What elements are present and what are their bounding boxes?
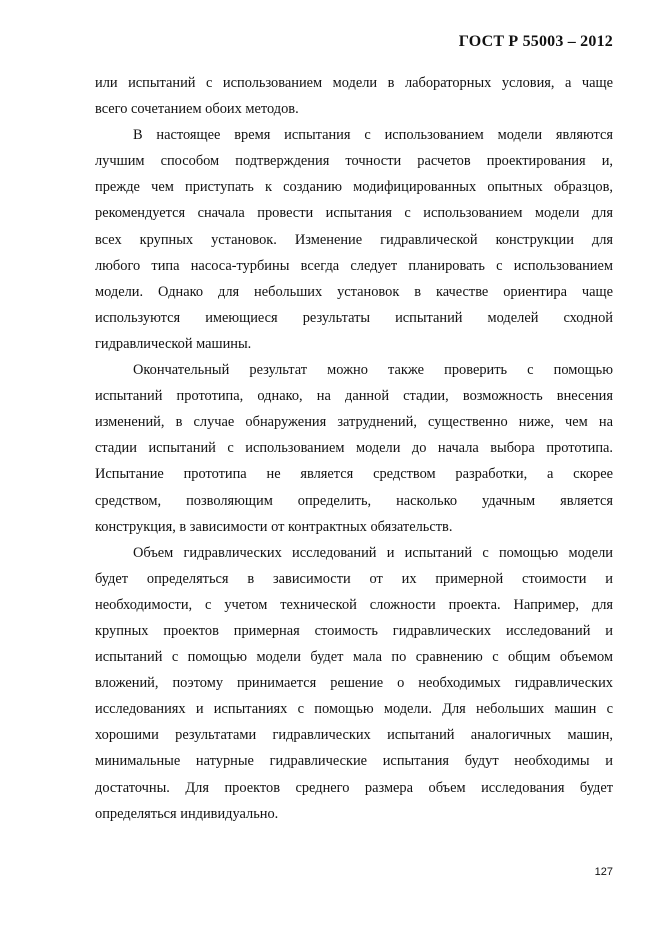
- document-body: [95, 70, 613, 827]
- page-number: 127: [594, 866, 613, 878]
- paragraph-line: будет определяться в зависимости от их примерной стоимости и: [95, 570, 613, 587]
- paragraph-line: средством, позволяющим определить, насколько удачным является: [95, 492, 613, 509]
- paragraph-line: исследованиях и испытаниях с помощью модели. Для небольших машин с: [95, 701, 613, 718]
- paragraph-line: любого типа насоса-турбины всегда следует планировать с использованием: [95, 257, 613, 274]
- paragraph-line: необходимости, с учетом технической сложности проекта. Например, для: [95, 596, 613, 613]
- paragraph-line: достаточны. Для проектов среднего размера объем исследования будет: [95, 779, 613, 796]
- paragraph-line: гидравлической машины.: [95, 335, 252, 352]
- paragraph-line: минимальные натурные гидравлические испытания будут необходимы и: [95, 753, 613, 770]
- paragraph-line: крупных проектов примерная стоимость гидравлических исследований и: [95, 622, 613, 639]
- paragraph-line: стадии испытаний с использованием модели до начала выбора прототипа.: [95, 440, 613, 457]
- paragraph-line: всех крупных установок. Изменение гидравлической конструкции для: [95, 231, 613, 248]
- paragraph-line: лучшим способом подтверждения точности расчетов проектирования и,: [95, 153, 613, 170]
- paragraph: [95, 122, 613, 357]
- paragraph-line: хорошими результатами гидравлических испытаний аналогичных машин,: [95, 727, 613, 744]
- paragraph-line: прежде чем приступать к созданию модифицированных опытных образцов,: [95, 179, 613, 196]
- paragraph-line: используются имеющиеся результаты испытаний моделей сходной: [95, 309, 613, 326]
- paragraph-line: всего сочетанием обоих методов.: [95, 101, 299, 118]
- paragraph-line: определяться индивидуально.: [95, 805, 279, 822]
- paragraph-line: рекомендуется сначала провести испытания с использованием модели для: [95, 205, 613, 222]
- paragraph: [95, 357, 613, 540]
- paragraph-line: вложений, поэтому принимается решение о необходимых гидравлических: [95, 675, 613, 692]
- paragraph-line: Окончательный результат можно также проверить с помощью: [133, 362, 613, 379]
- paragraph-line: конструкция, в зависимости от контрактных обязательств.: [95, 518, 453, 535]
- paragraph-line: Объем гидравлических исследований и испытаний с помощью модели: [133, 544, 613, 561]
- standard-designation: ГОСТ Р 55003 – 2012: [458, 33, 613, 50]
- paragraph: [95, 540, 613, 827]
- document-header: [459, 33, 613, 51]
- paragraph-line: модели. Однако для небольших установок в качестве ориентира чаще: [95, 283, 613, 300]
- paragraph-line: Испытание прототипа не является средством разработки, а скорее: [95, 466, 613, 483]
- paragraph-line: или испытаний с использованием модели в лабораторных условия, а чаще: [95, 75, 613, 91]
- paragraph-line: изменений, в случае обнаружения затруднений, существенно ниже, чем на: [95, 414, 613, 431]
- paragraph: [95, 70, 613, 122]
- paragraph-line: испытаний прототипа, однако, на данной стадии, возможность внесения: [95, 388, 613, 405]
- paragraph-line: В настоящее время испытания с использованием модели являются: [133, 127, 613, 144]
- paragraph-line: испытаний с помощью модели будет мала по сравнению с общим объемом: [95, 649, 613, 666]
